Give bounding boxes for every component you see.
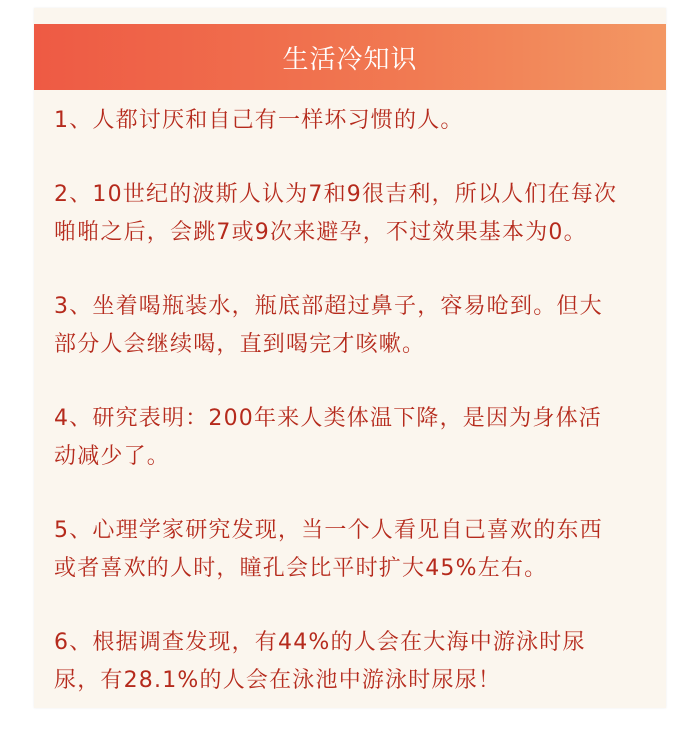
fact-item-3 [54, 288, 654, 364]
header-banner [34, 24, 666, 90]
fact-3-line-2: 部分人会继续喝，直到喝完才咳嗽。 [54, 332, 426, 357]
fact-2-line-1: 2、10世纪的波斯人认为7和9很吉利，所以人们在每次 [54, 182, 618, 207]
fact-1-line-1: 1、人都讨厌和自己有一样坏习惯的人。 [54, 108, 464, 133]
fact-5-line-2: 或者喜欢的人时，瞳孔会比平时扩大45%左右。 [54, 556, 548, 581]
article-card [34, 8, 666, 708]
fact-item-2 [54, 176, 654, 252]
fact-4-line-2: 动减少了。 [54, 444, 171, 469]
fact-3-line-1: 3、坐着喝瓶装水，瓶底部超过鼻子，容易呛到。但大 [54, 294, 603, 319]
fact-5-line-1: 5、心理学家研究发现，当一个人看见自己喜欢的东西 [54, 518, 603, 543]
fact-item-6 [54, 624, 654, 700]
fact-6-line-2: 尿，有28.1%的人会在泳池中游泳时尿尿！ [54, 668, 502, 693]
fact-4-line-1: 4、研究表明：200年来人类体温下降，是因为身体活 [54, 406, 602, 431]
fact-item-1 [54, 102, 654, 140]
fact-item-5 [54, 512, 654, 588]
fact-6-line-1: 6、根据调查发现，有44%的人会在大海中游泳时尿 [54, 630, 586, 655]
page-title: 生活冷知识 [282, 44, 418, 75]
fact-2-line-2: 啪啪之后，会跳7或9次来避孕，不过效果基本为0。 [54, 220, 587, 245]
fact-list [54, 102, 654, 736]
fact-item-4 [54, 400, 654, 476]
